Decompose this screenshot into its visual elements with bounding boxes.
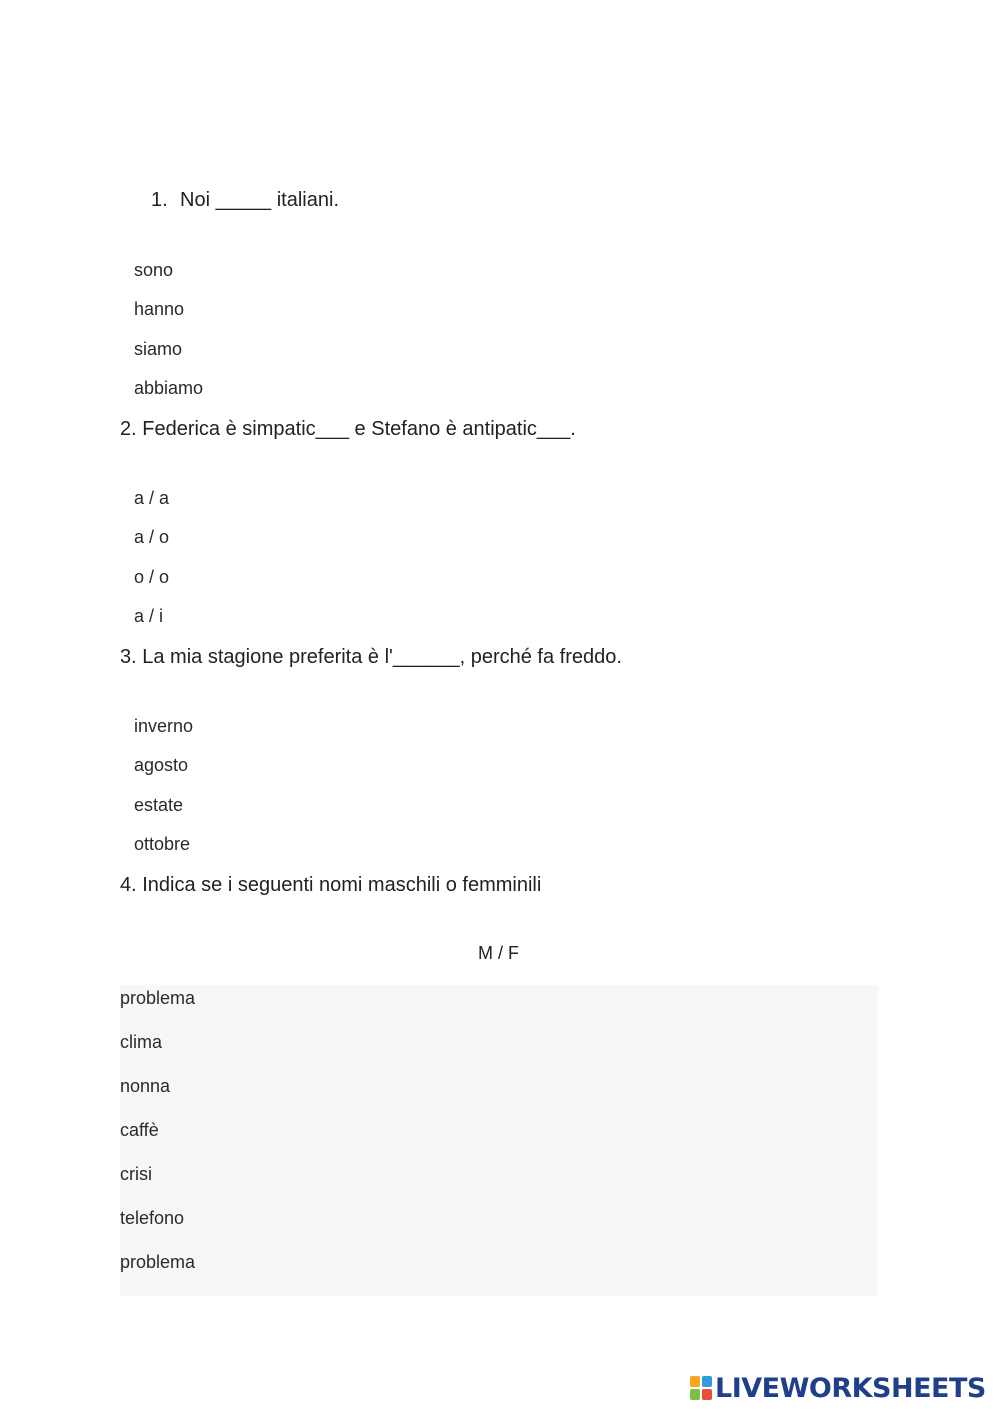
q3-option-2[interactable]: agosto bbox=[134, 755, 189, 775]
logo-mark-tile bbox=[702, 1376, 712, 1387]
mf-column-header: M / F bbox=[478, 943, 519, 963]
question-4-text: 4. Indica se i seguenti nomi maschili o femminili bbox=[120, 874, 542, 896]
question-1-number: 1. bbox=[151, 189, 168, 211]
question-1-text: Noi _____ italiani. bbox=[180, 189, 339, 211]
question-3-text: 3. La mia stagione preferita è l'______, perché fa freddo. bbox=[120, 646, 622, 668]
logo-text: LIVEWORKSHEETS bbox=[715, 1372, 986, 1404]
noun-row: nonna bbox=[120, 1076, 171, 1096]
question-1 bbox=[151, 189, 339, 212]
q1-option-2[interactable]: hanno bbox=[134, 299, 185, 319]
logo-mark-icon bbox=[690, 1376, 712, 1400]
noun-table bbox=[120, 985, 878, 1296]
liveworksheets-logo bbox=[690, 1372, 986, 1404]
logo-mark-tile bbox=[690, 1376, 700, 1387]
noun-row: crisi bbox=[120, 1164, 152, 1184]
noun-row: caffè bbox=[120, 1120, 159, 1140]
q1-option-1[interactable]: sono bbox=[134, 260, 174, 280]
q3-option-4[interactable]: ottobre bbox=[134, 834, 191, 854]
q1-option-3[interactable]: siamo bbox=[134, 339, 183, 359]
noun-row: telefono bbox=[120, 1208, 185, 1228]
q2-option-2[interactable]: a / o bbox=[134, 527, 170, 547]
noun-row: clima bbox=[120, 1032, 163, 1052]
q2-option-1[interactable]: a / a bbox=[134, 488, 170, 508]
logo-mark-tile bbox=[702, 1389, 712, 1400]
q2-option-4[interactable]: a / i bbox=[134, 606, 164, 626]
noun-row: problema bbox=[120, 1252, 196, 1272]
q3-option-3[interactable]: estate bbox=[134, 795, 184, 815]
q3-option-1[interactable]: inverno bbox=[134, 716, 194, 736]
question-2-text: 2. Federica è simpatic___ e Stefano è antipatic___. bbox=[120, 418, 576, 440]
q2-option-3[interactable]: o / o bbox=[134, 567, 170, 587]
noun-row: problema bbox=[120, 988, 196, 1008]
logo-mark-tile bbox=[690, 1389, 700, 1400]
q1-option-4[interactable]: abbiamo bbox=[134, 378, 204, 398]
